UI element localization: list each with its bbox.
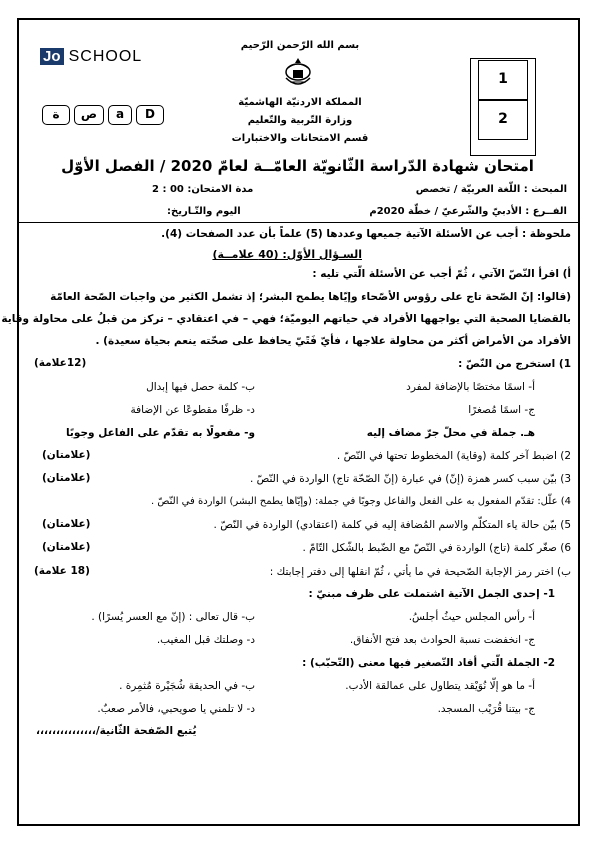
code-box-1: ة [42, 105, 70, 125]
mcq-1-question: 1- إحدى الجمل الآتية اشتملت على ظرف مبنيّ : [308, 588, 555, 600]
extract-item-a: أ- اسمًا مختصًا بالإضافة لمفرد [406, 381, 535, 393]
separator [18, 222, 578, 223]
question-4: 4) علّل: تقدّم المفعول به على الفعل والفاعل وجوبًا في جملة: (وإيّاها يطمح البشر) الواردة في النّصّ . [151, 496, 571, 507]
page-number-2: 2 [478, 100, 528, 140]
question-2: 2) اضبط آخر كلمة (وقاية) المخطوط تحتها في النّصّ . [336, 450, 571, 462]
page-number-1: 1 [478, 60, 528, 100]
mcq-1-option-c: ج- انخفضت نسبة الحوادث بعد فتح الأنفاق. [349, 634, 535, 646]
duration-label: مدة الامتحان: 00 : 2 [152, 184, 254, 195]
instructions-note: ملحوظة : أجب عن الأسئلة الآتية جميعها وعددها (5) علماً بأن عدد الصفحات (4). [161, 228, 571, 240]
passage-line-2: بالقضايا الصحية التي يواجهها الأفراد في حياتهم اليوميّة؛ فهي – في اعتقادي – تركز من قبلُ على محاولة وقاية [1, 313, 571, 325]
extract-item-c: ج- اسمًا مُصغرًا [468, 404, 535, 416]
extract-item-f: و- مفعولًا به تقدّم على الفاعل وجوبًا [65, 427, 255, 439]
question-5: 5) بيّن حالة ياء المتكلّم والاسم المُضافة إليه في كلمة (اعتقادي) الواردة في النّصّ . [213, 519, 571, 531]
footer-continue: يُتبع الصّفحة الثّانية/،،،،،،،،،،،،،،، [36, 725, 197, 737]
part-a-intro: أ) اقرأ النّصّ الآتي ، ثُمّ أجب عن الأسئلة الّتي تليه : [312, 268, 571, 280]
question-3-score: (علامتان) [42, 472, 91, 484]
subject-label: المبحث : اللّغة العربيّة / تخصص [415, 184, 567, 195]
code-box-4: D [136, 105, 164, 125]
part-b-score: (18 علامة) [34, 565, 90, 577]
date-label: اليوم والتّـاريخ: [167, 206, 241, 217]
basmala: بسم الله الرّحمن الرّحيم [240, 40, 360, 51]
mcq-1-option-a: أ- رأس المجلس حيثُ أجلسُ. [408, 611, 535, 623]
mcq-2-option-d: د- لا تلمني يا صويحبي، فالأمر صعبٌ. [97, 703, 255, 715]
code-box-2: ص [74, 105, 104, 125]
passage-line-1: (قالوا: إنّ الصّحة تاج على رؤوس الأصّحاء وإيّاها يطمح البشر؛ إذ تشمل الكثير من واجبات الصّحة العامّة [50, 291, 571, 303]
mcq-2-option-b: ب- في الحديقة شُجَيْرة مُثمِرة . [119, 680, 255, 692]
question-6: 6) صغّر كلمة (تاج) الواردة في النّصّ مع الضّبط بالشّكل التّامّ . [302, 542, 571, 554]
extract-label: 1) استخرج من النّصّ : [458, 358, 571, 370]
mcq-2-option-c: ج- بيتنا قُرَيْب المسجد. [437, 703, 535, 715]
mcq-2-option-a: أ- ما هو إلّا نُوَيْقد يتطاول على عمالقة الأدب. [345, 680, 535, 692]
extract-score: (12علامة) [34, 357, 87, 369]
ministry-label: وزارة التّربية والتّعليم [247, 115, 353, 126]
question-6-score: (علامتان) [42, 541, 91, 553]
logo-text: SCHOOL [68, 48, 143, 65]
code-box-3: a [108, 105, 132, 125]
logo-box: Jo [40, 48, 64, 65]
part-b-intro: ب) اختر رمز الإجابة الصّحيحة في ما يأتي ، ثُمّ انقلها إلى دفتر إجابتك : [269, 566, 571, 578]
extract-item-e: هـ. جملة في محلّ جرّ مضاف إليه [366, 427, 535, 439]
branch-label: الفــرع : الأدبيّ والشّرعيّ / خطّة 2020م [369, 206, 567, 217]
question-4-score: (علامتان) [42, 518, 91, 530]
passage-line-3: الأفراد من الأمراض أكثر من محاولة علاجها ، فأيّ فَتًيّ يحافظ على صحّته ينعم بحياة سعيدة) . [95, 335, 571, 347]
question-2-score: (علامتان) [42, 449, 91, 461]
department-label: قسم الامتحانات والاختبارات [231, 133, 369, 144]
kingdom-label: المملكة الاردنيّة الهاشميّة [238, 97, 362, 108]
jo-school-logo [40, 46, 142, 66]
question-1-title: السـؤال الأوّل: (40 علامــة) [212, 248, 362, 261]
exam-title: امتحان شهادة الدّراسة الثّانويّة العامّــة لعامّ 2020 / الفصل الأوّل [61, 157, 534, 175]
mcq-1-option-b: ب- قال تعالى : (إنّ مع العسر يُسرًا) . [91, 611, 255, 623]
emblem-icon [281, 56, 315, 96]
extract-item-d: د- ظرفًا مقطوعًا عن الإضافة [130, 404, 255, 416]
mcq-1-option-d: د- وصلتك قبل المغيب. [156, 634, 255, 646]
extract-item-b: ب- كلمة حصل فيها إبدال [146, 381, 255, 393]
mcq-2-question: 2- الجملة الّتي أفاد التّصغير فيها معنى (التّحبّب) : [302, 657, 555, 669]
question-3: 3) بيّن سبب كسر همزة (إنّ) في عبارة (إنّ الصّحّة تاج) الواردة في النّصّ . [249, 473, 571, 485]
